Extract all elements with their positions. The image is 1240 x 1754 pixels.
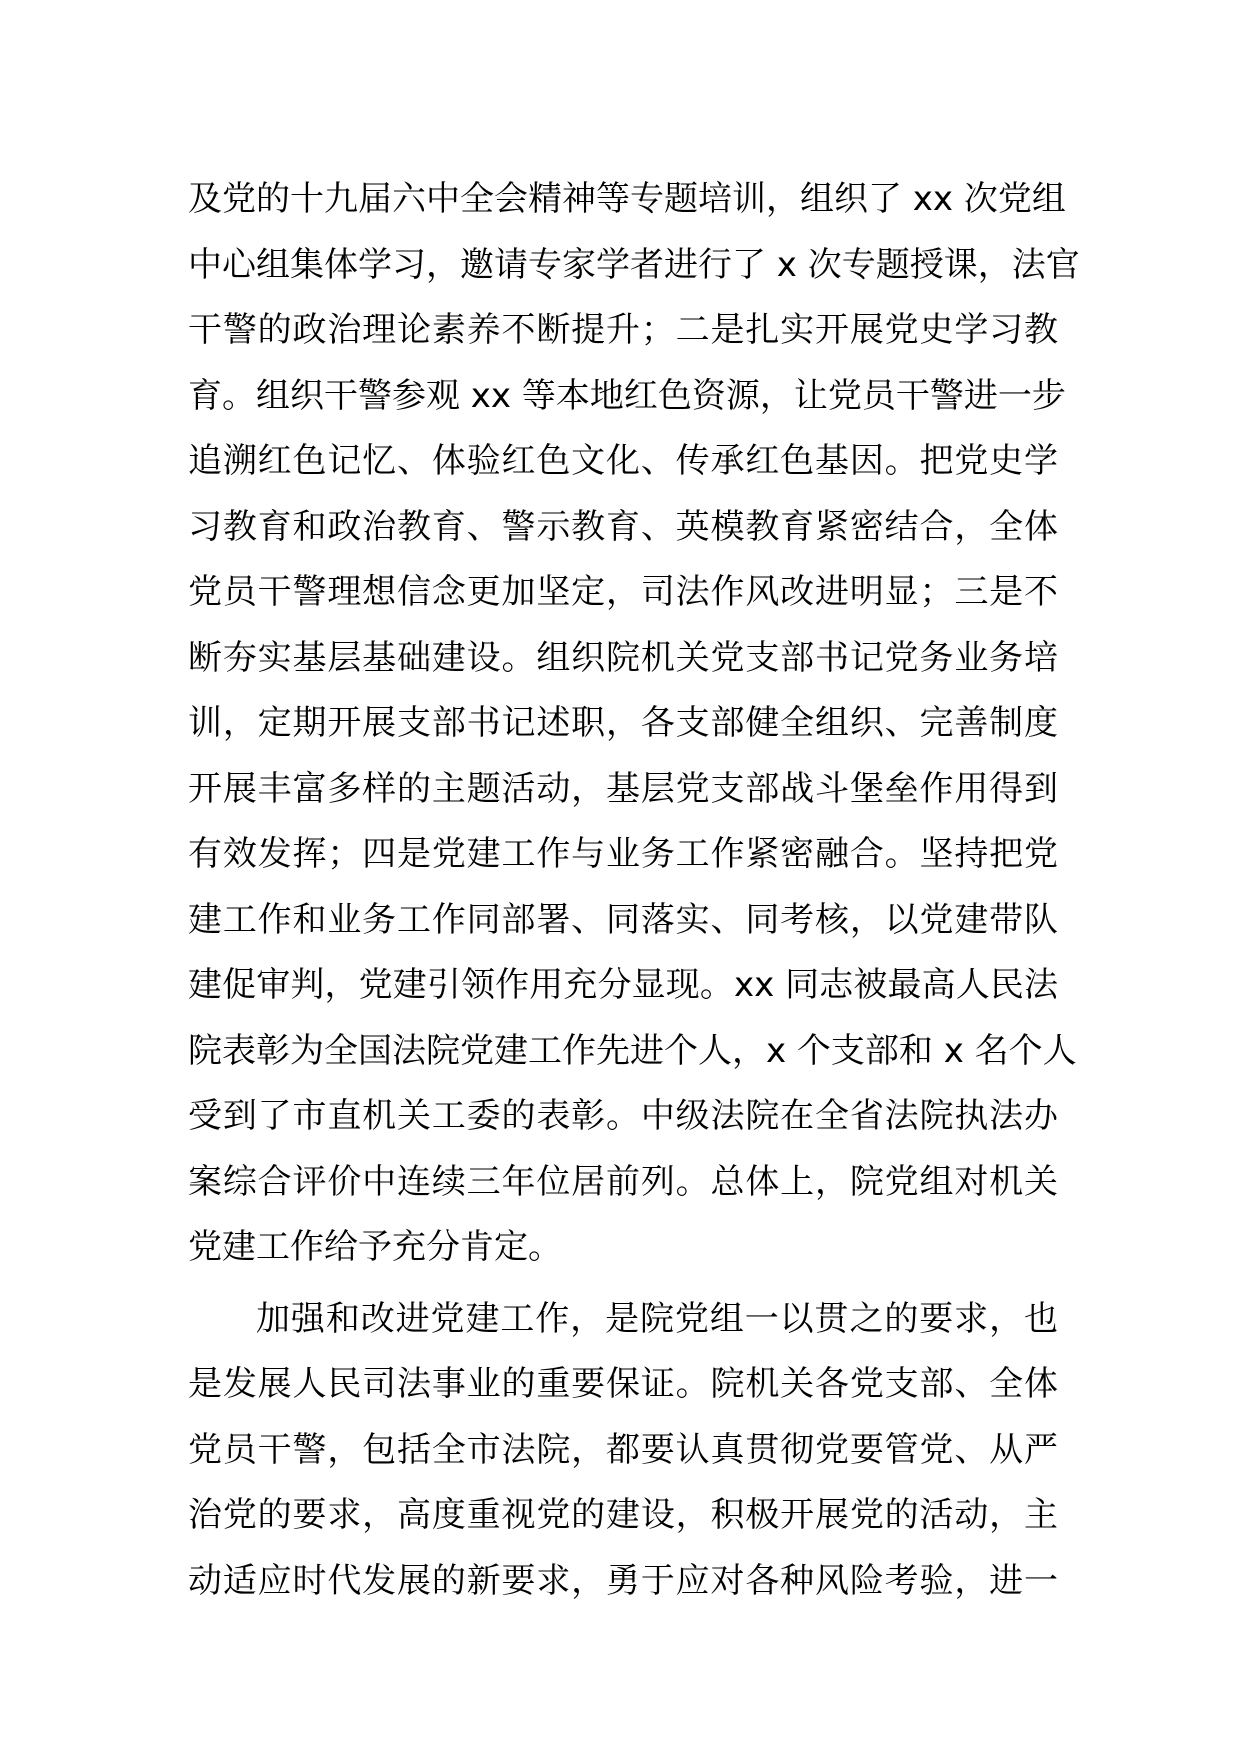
paragraph-1	[188, 167, 1080, 1281]
text-line: 受到了市直机关工委的表彰。中级法院在全省法院执法办	[188, 1096, 1058, 1136]
paragraph-2	[188, 1287, 1058, 1615]
text-line: 党建工作给予充分肯定。	[188, 1227, 562, 1267]
text-line: 有效发挥；四是党建工作与业务工作紧密融合。坚持把党	[188, 834, 1058, 874]
text-line: 断夯实基层基础建设。组织院机关党支部书记党务业务培	[188, 637, 1058, 678]
text-line: 党员干警，包括全市法院，都要认真贯彻党要管党、从严	[188, 1429, 1058, 1470]
text-line: 加强和改进党建工作，是院党组一以贯之的要求，也	[256, 1298, 1058, 1339]
text-line: 建工作和业务工作同部署、同落实、同考核，以党建带队	[188, 899, 1058, 940]
text-line: 追溯红色记忆、体验红色文化、传承红色基因。把党史学	[188, 441, 1058, 481]
text-line: 及党的十九届六中全会精神等专题培训，组织了 xx 次党组	[188, 179, 1066, 219]
text-line: 开展丰富多样的主题活动，基层党支部战斗堡垒作用得到	[188, 768, 1058, 809]
body-text	[188, 167, 1080, 1614]
text-line: 治党的要求，高度重视党的建设，积极开展党的活动，主	[188, 1495, 1058, 1535]
text-line: 是发展人民司法事业的重要保证。院机关各党支部、全体	[188, 1364, 1058, 1404]
text-line: 院表彰为全国法院党建工作先进个人，x 个支部和 x 名个人	[188, 1030, 1077, 1071]
text-line: 训，定期开展支部书记述职，各支部健全组织、完善制度	[188, 703, 1058, 743]
text-line: 中心组集体学习，邀请专家学者进行了 x 次专题授课，法官	[188, 244, 1080, 285]
text-line: 干警的政治理论素养不断提升；二是扎实开展党史学习教	[188, 310, 1058, 350]
text-line: 动适应时代发展的新要求，勇于应对各种风险考验，进一	[188, 1560, 1058, 1601]
text-line: 案综合评价中连续三年位居前列。总体上，院党组对机关	[188, 1161, 1058, 1202]
text-line: 建促审判，党建引领作用充分显现。xx 同志被最高人民法	[188, 965, 1058, 1005]
text-line: 育。组织干警参观 xx 等本地红色资源，让党员干警进一步	[188, 375, 1066, 416]
text-line: 习教育和政治教育、警示教育、英模教育紧密结合，全体	[188, 506, 1058, 547]
text-line: 党员干警理想信念更加坚定，司法作风改进明显；三是不	[188, 572, 1058, 612]
